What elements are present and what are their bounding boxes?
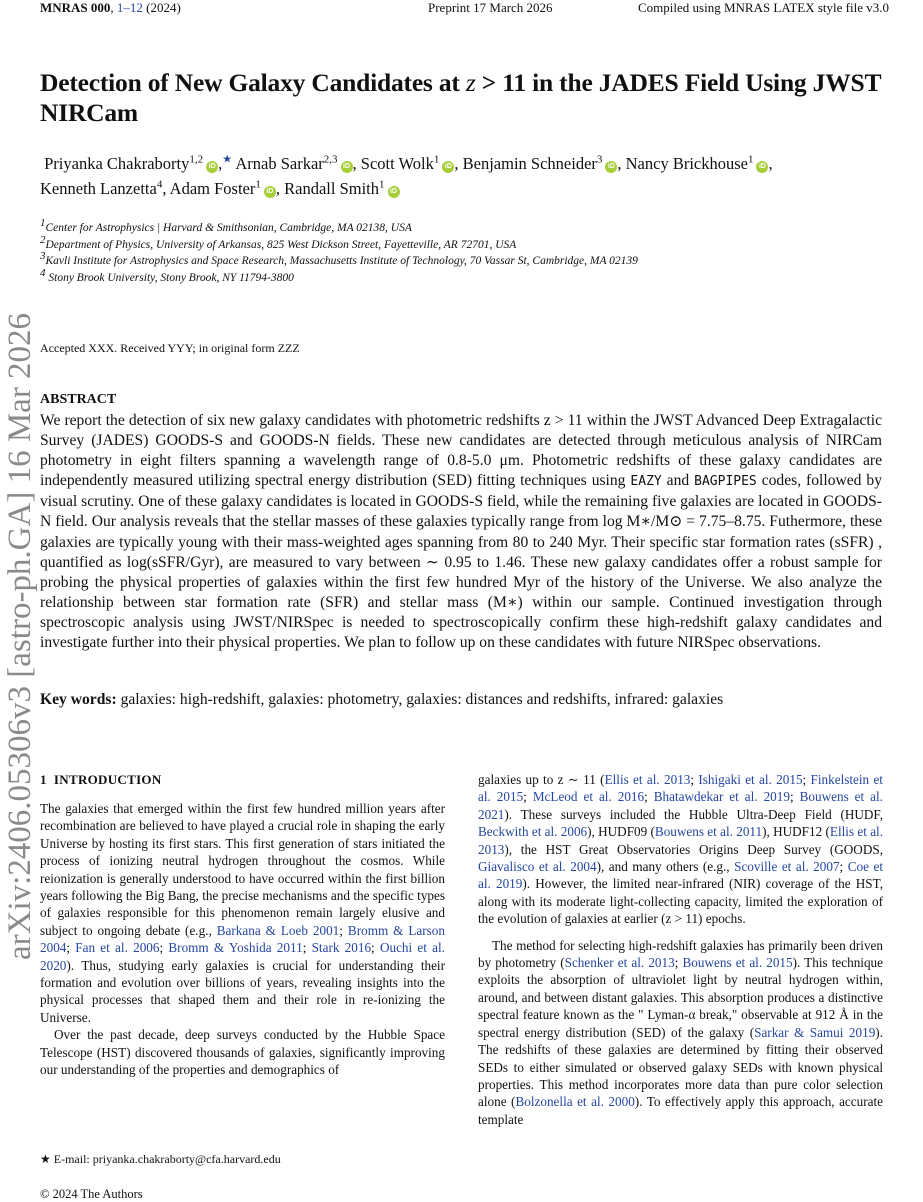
affiliation-list [40,217,900,286]
citation-link[interactable]: Bhatawdekar et al. 2019 [653,789,790,805]
keywords-text: galaxies: high-redshift, galaxies: photometry, galaxies: distances and redshifts, infrared: galaxies [116,691,724,708]
author-affil: 1 [747,153,754,166]
citation-link[interactable]: Bouwens et al. 2011 [654,824,763,840]
affiliation-text: Center for Astrophysics | Harvard & Smithsonian, Cambridge, MA 02138, USA [45,222,412,234]
journal-volume: 000 [90,0,111,15]
title-z: z [465,68,476,97]
affiliation [40,233,900,254]
left-column [40,800,445,1079]
author-name: Priyanka Chakraborty [44,154,190,173]
citation-link[interactable]: Giavalisco et al. 2004 [478,859,597,875]
citation-link[interactable]: Ouchi et al. 2020 [40,940,445,973]
corresponding-star-link[interactable]: ★ [222,153,233,166]
orcid-icon[interactable]: iD [756,161,768,173]
author-affil: 4 [156,178,163,191]
author-affil: 1 [433,153,440,166]
code-name-bagpipes: BAGPIPES [694,474,757,490]
affiliation-text: Kavli Institute for Astrophysics and Space Research, Massachusetts Institute of Technology, 70 Vassar St, Cambridge, MA 02139 [45,255,638,267]
paragraph: Over the past decade, deep surveys conducted by the Hubble Space Telescope (HST) discovered thousands of galaxies, significantly improving our understanding of the properties and demographics of [40,1027,445,1078]
affiliation [40,250,900,270]
preprint-date: Preprint 17 March 2026 [428,0,553,15]
section-title: INTRODUCTION [53,772,162,787]
journal-name: MNRAS [40,0,88,15]
text: ), and many others (e.g., [596,859,735,875]
affiliation-text: Stony Brook University, Stony Brook, NY 11794-3800 [45,271,294,284]
orcid-icon[interactable]: iD [605,161,617,173]
journal-year: (2024) [146,0,181,15]
citation-link[interactable]: McLeod et al. 2016 [532,789,645,805]
author-name: Adam Foster [169,179,256,198]
text: ). This technique exploits the absorption of ultraviolet light by neutral hydrogen within, around, and between distant galaxies. This absorption produces a distinctive spectral feature known as the " Lyman-α break," observable at 912 Å in the spectral energy distribution (SED) of the galaxy ( [478,955,883,1040]
abstract-text [40,411,882,653]
author-name: Kenneth Lanzetta [40,179,157,198]
keywords-label: Key words: [40,691,117,708]
footnote-text: E-mail: priyanka.chakraborty@cfa.harvard.edu [50,1152,281,1166]
footnote [40,1152,281,1167]
arxiv-stamp: arXiv:2406.05306v3 [astro-ph.GA] 16 Mar 2026 [2,312,38,960]
section-number: 1 [40,772,47,787]
orcid-icon[interactable]: iD [442,161,454,173]
text: ). To effectively apply this approach, accurate template [478,1094,883,1127]
citation-link[interactable]: Sarkar & Samui 2019 [754,1024,876,1040]
orcid-icon[interactable]: iD [206,161,218,173]
citation-link[interactable]: Barkana & Loeb 2001 [216,922,340,938]
orcid-icon[interactable]: iD [264,186,276,198]
text: ), the HST Great Observatories Origins Deep Survey (GOODS, [504,841,883,857]
accepted-line: Accepted XXX. Received YYY; in original form ZZZ [40,341,300,355]
citation-link[interactable]: Bromm & Yoshida 2011 [168,940,303,956]
author-name: Arnab Sarkar [235,154,324,173]
affiliation-number: 4 [40,266,46,279]
section-heading [40,772,162,788]
orcid-icon[interactable]: iD [341,161,353,173]
author-name: Nancy Brickhouse [625,154,748,173]
paragraph: The galaxies that emerged within the first few hundred million years after recombination are believed to have played a crucial role in shaping the early Universe by hosting its first stars. This first generation of stars initiated the process of ionizing neutral hydrogen throughout the cosmos. While reionization is generally understood to have occurred within the first billion years following the Big Bang, the precise mechanisms and the specific types of galaxies responsible for this phenomenon remain largely elusive and subject to ongoing debate (e.g., Barkana & Loeb 2001; Bromm & Larson 2004; Fan et al. 2006; Bromm & Yoshida 2011; Stark 2016; Ouchi et al. 2020). Thus, studying early galaxies is crucial for understanding their formation and evolution over billions of years, revealing insights into the physical processes that shaped them and their role in re-ionizing the Universe. [40,801,445,1025]
title-part-2: > 11 in the JADES Field Using JWST NIRCam [40,68,881,127]
author-affil: 1 [255,178,261,191]
affiliation [40,266,900,287]
citation-link[interactable]: Schenker et al. 2013 [564,955,675,971]
text: ). However, the limited near-infrared (NIR) coverage of the HST, along with its moderate light-collecting capacity, limited the exploration of the evolution of galaxies at earlier (z > 11) epochs. [478,876,883,927]
abstract-part-2: codes, followed by visual scrutiny. One of these galaxy candidates is located in GOODS-S field, while the remaining five galaxies are located in GOODS-N field. Our analysis reveals that the stellar masses of these galaxies typically range from log M∗/M⊙ = 7.75–8.75. Futhermore, these galaxies are typically young with their mass-weighted ages spanning from 80 to 240 Myr. Their specific star formation rates (sSFR) , quantified as log(sSFR/Gyr), are measured to vary between ∼ 0.95 to 1.46. These new galaxy candidates offer a robust sample for probing the physical properties of galaxies within the first few hundred Myr of the history of the Universe. We also analyze the relationship between star formation rate (SFR) and stellar mass (M∗) within our sample. Continued investigation through spectroscopic analysis using JWST/NIRSpec is needed to spectroscopically confirm these high-redshift galaxy candidates and investigate further into their physical properties. We plan to follow up on these candidates with future NIRSpec observations. [40,472,883,652]
code-name-eazy: EAZY [630,474,662,490]
keywords [40,691,882,709]
text: ), HUDF12 ( [762,824,830,840]
running-header-journal: MNRAS 000, 1–12 (2024) [40,0,181,15]
right-column [478,771,883,1128]
citation-link[interactable]: Bromm & Larson 2004 [40,922,445,956]
citation-link[interactable]: Bolzonella et al. 2000 [515,1094,635,1110]
orcid-icon[interactable]: iD [388,186,400,198]
text: ). Thus, studying early galaxies is crucial for understanding their formation and evolution over billions of years, revealing insights into the physical processes that shaped them and their role in re-ionizing the Universe. [40,957,445,1025]
text: ). These surveys included the Hubble Ultra-Deep Field (HUDF, [504,806,883,822]
paragraph: galaxies up to z ∼ 11 (Ellis et al. 2013; Ishigaki et al. 2015; Finkelstein et al. 2015; McLeod et al. 2016; Bhatawdekar et al. 2019; Bouwens et al. 2021). These surveys included the Hubble Ultra-Deep Field (HUDF, Beckwith et al. 2006), HUDF09 (Bouwens et al. 2011), HUDF12 (Ellis et al. 2013), the HST Great Observatories Origins Deep Survey (GOODS, Giavalisco et al. 2004), and many others (e.g., Scoville et al. 2007; Coe et al. 2019). However, the limited near-infrared (NIR) coverage of the HST, along with its moderate light-collecting capacity, limited the exploration of the evolution of galaxies at earlier (z > 11) epochs. [478,772,884,927]
citation-link[interactable]: Bouwens et al. 2015 [682,955,793,971]
citation-link[interactable]: Ellis et al. 2013 [604,772,691,787]
citation-link[interactable]: Stark 2016 [311,940,372,956]
text: galaxies up to z ∼ 11 ( [478,772,605,787]
title-part-1: Detection of New Galaxy Candidates at [40,68,466,97]
abstract-part-1: We report the detection of six new galaxy candidates with photometric redshifts z > 11 within the JWST Advanced Deep Extragalactic Survey (JADES) GOODS-S and GOODS-N fields. These new candidates are detected through meticulous analysis of NIRCam photometry in eight filters spanning a wavelength range of 0.8-5.0 μm. Photometric redshifts of these galaxy candidates are independently measured utilizing spectral energy distribution (SED) fitting techniques using [40,412,882,490]
text: The galaxies that emerged within the first few hundred million years after recombination are believed to have played a crucial role in shaping the early Universe by hosting its first stars. This first generation of stars initiated the process of ionizing neutral hydrogen throughout the cosmos. While reionization is generally understood to have occurred within the first billion years following the Big Bang, the precise mechanisms and the specific types of galaxies responsible for this phenomenon remain largely elusive and subject to ongoing debate (e.g., [40,801,445,938]
affiliation-text: Department of Physics, University of Arkansas, 825 West Dickson Street, Fayetteville, AR 72701, USA [45,238,517,251]
affiliation-number: 1 [40,217,46,230]
page-range-link[interactable]: 1–12 [116,0,143,15]
affiliation [40,217,900,237]
author-affil: 3 [596,153,603,166]
citation-link[interactable]: Ellis et al. 2013 [478,824,884,857]
author-affil: 1,2 [189,153,204,166]
paragraph: The method for selecting high-redshift galaxies has primarily been driven by photometry (Schenker et al. 2013; Bouwens et al. 2015). This technique exploits the absorption of ultraviolet light by neutral hydrogen within, around, and between distant galaxies. This absorption produces a distinctive spectral feature known as the " Lyman-α break," observable at 912 Å in the spectral energy distribution (SED) of the galaxy (Sarkar & Samui 2019). The redshifts of these galaxies are determined by fitting their observed SEDs to either simulated or observed galaxy SEDs with known physical properties. This method incorporates more data than pure color selection alone (Bolzonella et al. 2000). To effectively apply this approach, accurate template [478,937,883,1127]
citation-link[interactable]: Bouwens et al. 2021 [478,789,883,822]
paper-title [40,68,900,128]
text: ). The redshifts of these galaxies are determined by fitting their observed SEDs to either simulated or observed galaxy SEDs with known physical properties. This method incorporates more data than pure color selection alone ( [478,1024,883,1110]
citation-link[interactable]: Ishigaki et al. 2015 [698,772,803,787]
abstract-and: and [661,472,695,490]
affiliation-number: 3 [40,250,46,263]
citation-link[interactable]: Coe et al. 2019 [478,859,883,892]
author-affil: 1 [379,178,385,191]
citation-link[interactable]: Fan et al. 2006 [75,940,160,956]
abstract-heading: ABSTRACT [40,392,117,407]
text: ), HUDF09 ( [587,824,655,840]
text: The method for selecting high-redshift galaxies has primarily been driven by photometry ( [478,937,883,971]
citation-link[interactable]: Finkelstein et al. 2015 [478,772,883,805]
author-name: Randall Smith [284,179,379,198]
author-name: Benjamin Schneider [462,154,597,173]
author-list: Priyanka Chakraborty$^{1,2}$iD ,★ Arnab Sarkar$^{2,3}$iD , Scott Wolk$^1$iD , Benjamin Schneider$^3$iD , Nancy Brickhouse$^1$iD , Kenneth Lanzetta$^4$, Adam Foster$^1$iD , Randall Smith$^1$iD [40,153,773,198]
affiliation-number: 2 [40,233,46,246]
author-affil: 2,3 [323,153,338,166]
author-name: Scott Wolk [360,154,434,173]
footnote-mark: ★ [40,1152,51,1166]
copyright: © 2024 The Authors [40,1187,143,1201]
citation-link[interactable]: Beckwith et al. 2006 [478,824,588,840]
compiled-note: Compiled using MNRAS LATEX style file v3.0 [638,0,889,15]
citation-link[interactable]: Scoville et al. 2007 [734,859,840,875]
